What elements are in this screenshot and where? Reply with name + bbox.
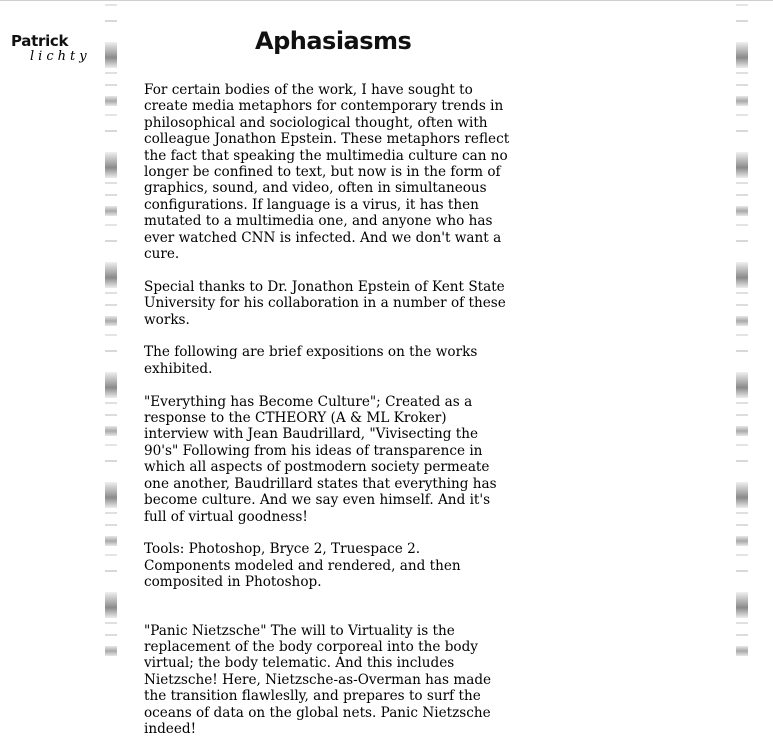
strip-segment bbox=[105, 536, 117, 546]
strip-segment bbox=[105, 152, 117, 178]
strip-segment bbox=[736, 554, 748, 556]
strip-segment bbox=[105, 592, 117, 618]
strip-segment bbox=[736, 592, 748, 618]
strip-segment bbox=[736, 524, 748, 526]
strip-segment bbox=[736, 444, 748, 446]
strip-segment bbox=[105, 224, 117, 226]
strip-segment bbox=[105, 262, 117, 288]
strip-segment bbox=[105, 622, 117, 624]
strip-segment bbox=[105, 646, 117, 656]
strip-segment bbox=[736, 512, 748, 514]
strip-segment bbox=[105, 292, 117, 294]
strip-segment bbox=[105, 414, 117, 416]
strip-segment bbox=[736, 482, 748, 508]
strip-segment bbox=[736, 4, 748, 6]
strip-segment bbox=[736, 316, 748, 326]
strip-segment bbox=[105, 426, 117, 436]
strip-segment bbox=[105, 240, 117, 242]
logo-last-name: lichty bbox=[30, 49, 91, 64]
paragraph-thanks: Special thanks to Dr. Jonathon Epstein of Kent State University for his collaboration in a number of these works. bbox=[144, 278, 506, 328]
strip-segment bbox=[736, 426, 748, 436]
strip-segment bbox=[105, 96, 117, 106]
strip-segment bbox=[736, 402, 748, 404]
strip-segment bbox=[736, 42, 748, 68]
strip-segment bbox=[736, 182, 748, 184]
strip-segment bbox=[105, 316, 117, 326]
strip-segment bbox=[105, 460, 117, 462]
strip-segment bbox=[736, 292, 748, 294]
strip-segment bbox=[105, 20, 117, 22]
strip-segment bbox=[105, 194, 117, 196]
strip-segment bbox=[736, 240, 748, 242]
strip-segment bbox=[736, 334, 748, 336]
paragraph-tools: Tools: Photoshop, Bryce 2, Truespace 2. Components modeled and rendered, and then composited in Photoshop. bbox=[144, 541, 461, 591]
main-content bbox=[144, 82, 510, 754]
paragraph-expositions: The following are brief expositions on the works exhibited. bbox=[144, 344, 478, 377]
strip-segment bbox=[105, 42, 117, 68]
strip-segment bbox=[736, 646, 748, 656]
strip-segment bbox=[736, 262, 748, 288]
strip-segment bbox=[736, 536, 748, 546]
strip-segment bbox=[736, 372, 748, 398]
paragraph-everything-culture: "Everything has Become Culture"; Created as a response to the CTHEORY (A & ML Kroker) interview with Jean Baudrillard, "Vivisecting the 90's" Following from his ideas of transparence in which all aspects of postmodern society permeate one another, Baudrillard states that everything has become culture. And we say even himself. And it's full of virtual goodness! bbox=[144, 393, 497, 525]
strip-segment bbox=[105, 482, 117, 508]
strip-segment bbox=[736, 350, 748, 352]
strip-segment bbox=[105, 304, 117, 306]
strip-segment bbox=[736, 206, 748, 216]
strip-segment bbox=[105, 570, 117, 572]
strip-segment bbox=[736, 130, 748, 132]
strip-segment bbox=[736, 414, 748, 416]
strip-segment bbox=[105, 206, 117, 216]
strip-segment bbox=[736, 96, 748, 106]
strip-segment bbox=[105, 634, 117, 636]
decorative-strip-left bbox=[105, 0, 117, 600]
strip-segment bbox=[736, 570, 748, 572]
logo bbox=[11, 32, 91, 64]
strip-segment bbox=[105, 512, 117, 514]
strip-segment bbox=[105, 182, 117, 184]
strip-segment bbox=[736, 72, 748, 74]
page-title: Aphasiasms bbox=[255, 27, 412, 55]
logo-first-name: Patrick bbox=[11, 32, 69, 50]
strip-segment bbox=[105, 554, 117, 556]
paragraph-panic-nietzsche: "Panic Nietzsche" The will to Virtuality is the replacement of the body corporeal into the body virtual; the body telematic. And this includes Nietzsche! Here, Nietzsche-as-Overman has made the transition flawleslly, and prepares to surf the oceans of data on the global nets. Panic Nietzsche indeed! bbox=[144, 622, 492, 737]
strip-segment bbox=[736, 84, 748, 86]
strip-segment bbox=[105, 130, 117, 132]
paragraph-intro: For certain bodies of the work, I have sought to create media metaphors for contemporary trends in philosophical and sociological thought, often with colleague Jonathon Epstein. These metaphors reflect the fact that speaking the multimedia culture can no longer be confined to text, but now is in the form of graphics, sound, and video, often in simultaneous configurations. If language is a virus, it has then mutated to a multimedia one, and anyone who has ever watched CNN is infected. And we don't want a cure. bbox=[144, 82, 510, 263]
strip-segment bbox=[736, 20, 748, 22]
strip-segment bbox=[105, 4, 117, 6]
strip-segment bbox=[736, 224, 748, 226]
strip-segment bbox=[736, 194, 748, 196]
strip-segment bbox=[105, 334, 117, 336]
decorative-strip-right bbox=[736, 0, 748, 600]
strip-segment bbox=[105, 444, 117, 446]
strip-segment bbox=[736, 114, 748, 116]
strip-segment bbox=[736, 152, 748, 178]
strip-segment bbox=[105, 72, 117, 74]
strip-segment bbox=[105, 524, 117, 526]
strip-segment bbox=[105, 350, 117, 352]
strip-segment bbox=[736, 622, 748, 624]
strip-segment bbox=[105, 114, 117, 116]
strip-segment bbox=[105, 372, 117, 398]
strip-segment bbox=[105, 84, 117, 86]
strip-segment bbox=[736, 460, 748, 462]
strip-segment bbox=[105, 402, 117, 404]
strip-segment bbox=[736, 634, 748, 636]
strip-segment bbox=[736, 304, 748, 306]
